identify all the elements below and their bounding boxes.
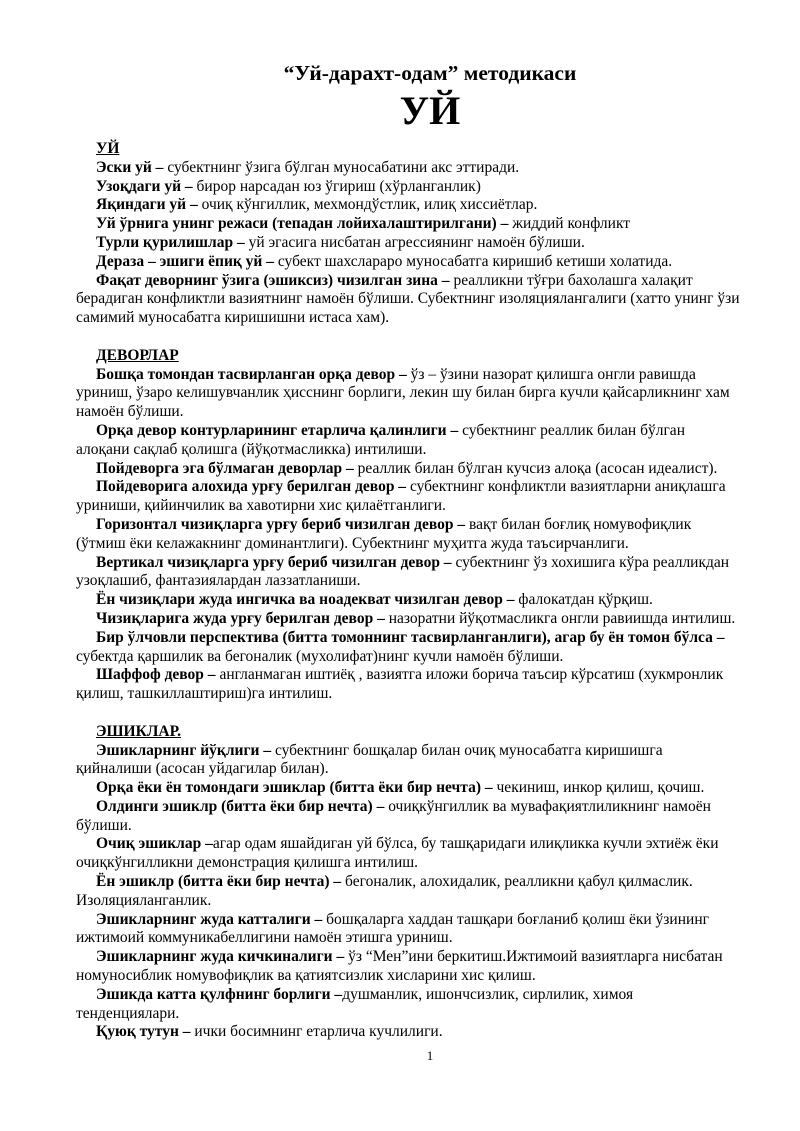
term-label: Орқа девор контурларининг етарлича қалинлиги – (96, 421, 459, 439)
definition-paragraph (76, 554, 740, 592)
definition-paragraph (76, 460, 740, 479)
document-title: “Уй-дарахт-одам” методикаси (283, 61, 577, 85)
definition-paragraph (76, 478, 740, 516)
definition-paragraph (76, 610, 740, 629)
term-description: ўз – ўзини назорат қилишга онгли равишда уриниш, ўзаро келишувчанлик ҳисснинг борлиги, лекин шу билан бирга кучли қайсарликнинг хам намоён бўлиши. (76, 365, 730, 421)
term-label: Олдинги эшиклр (битта ёки бир нечта) – (96, 797, 385, 815)
definition-paragraph (76, 779, 740, 798)
term-label: Чизиқларига жуда урғу берилган девор – (96, 609, 385, 627)
page-number: 1 (426, 1048, 434, 1063)
definition-paragraph (76, 234, 740, 253)
definition-paragraph (76, 591, 740, 610)
term-description: уй эгасига нисбатан агрессиянинг намоён бўлиши. (244, 233, 585, 251)
document-subtitle: УЙ (399, 88, 461, 133)
term-label: Орқа ёки ён томондаги эшиклар (битта ёки бир нечта) – (96, 779, 493, 797)
term-label: Эшикларнинг жуда катталиги – (96, 910, 323, 928)
term-label: Шаффоф девор – (96, 666, 216, 684)
term-label: Эски уй – (96, 158, 164, 176)
term-description: бирор нарсадан юз ўгириш (хўрланганлик) (192, 177, 481, 195)
definition-paragraph (76, 986, 740, 1024)
definition-paragraph (76, 948, 740, 986)
term-description: бошқаларга хаддан ташқари боғланиб қолиш ёки ўзининг ижтимоий коммуникабеллигини намоён этишга уриниш. (76, 910, 709, 947)
definition-paragraph (76, 835, 740, 873)
document-body (76, 140, 740, 1042)
term-label: Бир ўлчовли перспектива (битта томоннинг тасвирланганлиги), агар бу ён томон бўлса – (96, 628, 725, 646)
definition-paragraph (76, 196, 740, 215)
term-label: Горизонтал чизиқларга урғу бериб чизилган девор – (96, 515, 466, 533)
definition-paragraph (76, 366, 740, 422)
term-description: субектда қаршилик ва бегоналик (мухолифат)нинг кучли намоён бўлиши. (76, 647, 564, 665)
term-label: Очиқ эшиклар – (96, 835, 213, 853)
term-label: Қуюқ тутун – (96, 1023, 191, 1041)
term-description: бегоналик, алохидалик, реалликни қабул қилмаслик. Изоляцияланганлик. (76, 873, 693, 909)
section-heading: ДЕВОРЛАР (96, 346, 179, 364)
definition-paragraph (76, 159, 740, 178)
term-description: субектнинг ўз хохишига кўра реалликдан узоқлашиб, фантазиялардан лаззатланиши. (76, 553, 730, 590)
term-label: Яқиндаги уй – (96, 196, 198, 214)
term-label: Уй ўрнига унинг режаси (тепадан лойихалаштирилгани) – (96, 215, 509, 233)
definition-paragraph (76, 911, 740, 949)
term-description: очиқ кўнгиллик, мехмондўстлик, илиқ хиссиётлар. (197, 196, 538, 214)
section-spacer (76, 328, 740, 347)
term-label: Ён чизиқлари жуда ингичка ва ноадекват чизилган девор – (96, 591, 515, 609)
definition-paragraph (76, 798, 740, 836)
term-label: Узоқдаги уй – (96, 177, 193, 195)
term-description: реаллик билан бўлган кучсиз алоқа (асосан идеалист). (353, 459, 718, 477)
term-description: жиддий конфликт (508, 215, 631, 233)
term-description: чекиниш, инкор қилиш, қочиш. (492, 779, 705, 797)
definition-paragraph (76, 629, 740, 667)
section-heading: ЭШИКЛАР. (96, 722, 181, 740)
definition-paragraph (76, 422, 740, 460)
definition-paragraph (76, 1023, 740, 1042)
term-description: субектнинг бошқалар билан очиқ муносабатга киришишга қийналиши (асосан уйдагилар билан). (76, 741, 663, 778)
definition-paragraph (76, 516, 740, 554)
term-label: Дераза – эшиги ёпиқ уй – (96, 252, 274, 270)
term-label: Бошқа томондан тасвирланган орқа девор – (96, 365, 407, 383)
definition-paragraph (76, 272, 740, 328)
term-description: англанмаган иштиёқ , вазиятга иложи борича таъсир кўрсатиш (хукмронлик қилиш, ташкиллаштириш)га интилиш. (76, 666, 724, 703)
term-description: субектнинг ўзига бўлган муносабатини акс эттиради. (163, 158, 520, 176)
term-label: Ён эшиклр (битта ёки бир нечта) – (96, 873, 342, 891)
term-label: Вертикал чизиқларга урғу бериб чизилган девор – (96, 553, 452, 571)
term-description: назоратни йўқотмасликга онгли равиишда интилиш. (384, 609, 736, 627)
section-spacer (76, 704, 740, 723)
term-description: очиқкўнгиллик ва мувафақиятлиликнинг намоён бўлиши. (76, 797, 711, 834)
term-description: ўз “Мен”ини беркитиш.Ижтимоий вазиятларга нисбатан номуносиблик номувофиқлик ва қатиятсизлик хисларини хис қилиш. (76, 948, 723, 985)
definition-paragraph (76, 253, 740, 272)
term-description: фалокатдан қўрқиш. (514, 591, 653, 609)
term-description: реалликни тўғри бахолашга халақит берадиган конфликтли вазиятнинг намоён бўлиши. Субектнинг изоляциялангалиги (хатто унинг ўзи самимий муносабатга киришишни истаса хам). (76, 271, 740, 327)
term-description: душманлик, ишончсизлик, сирлилик, химоя тенденциялари. (76, 985, 634, 1022)
definition-paragraph (76, 742, 740, 780)
term-label: Фақат деворнинг ўзига (эшиксиз) чизилган зина – (96, 271, 450, 289)
term-label: Эшикда катта қулфнинг борлиги – (96, 985, 343, 1003)
term-label: Пойдеворга эга бўлмаган деворлар – (96, 459, 354, 477)
term-label: Пойдеворига алохида урғу берилган девор – (96, 478, 407, 496)
term-description: ички босимнинг етарлича кучлилиги. (190, 1023, 443, 1041)
document-page (76, 58, 740, 1042)
definition-paragraph (76, 178, 740, 197)
term-label: Эшикларнинг йўқлиги – (96, 741, 272, 759)
term-label: Эшикларнинг жуда кичкиналиги – (96, 948, 345, 966)
definition-paragraph (76, 666, 740, 704)
term-description: агар одам яшайдиган уй бўлса, бу ташқаридаги илиқликка кучли эхтиёж ёки очиқкўнгилликни демонстрация қилишга интилиш. (76, 835, 719, 872)
term-description: субектнинг реаллик билан бўлган алоқани сақлаб қолишга (йўқотмасликка) интилиши. (76, 421, 685, 458)
term-description: субектнинг конфликтли вазиятларни аниқлашга уриниши, қийинчилик ва хавотирни хис қилаётганлиги. (76, 478, 726, 515)
term-label: Турли қурилишлар – (96, 233, 245, 251)
term-description: субект шахслараро муносабатга киришиб кетиши холатида. (274, 252, 673, 270)
section-heading: УЙ (96, 140, 120, 157)
term-description: вақт билан боғлиқ номувофиқлик (ўтмиш ёки келажакнинг доминантлиги). Субектнинг муҳитга жуда таъсирчанлиги. (76, 515, 692, 552)
definition-paragraph (76, 215, 740, 234)
definition-paragraph (76, 873, 740, 911)
